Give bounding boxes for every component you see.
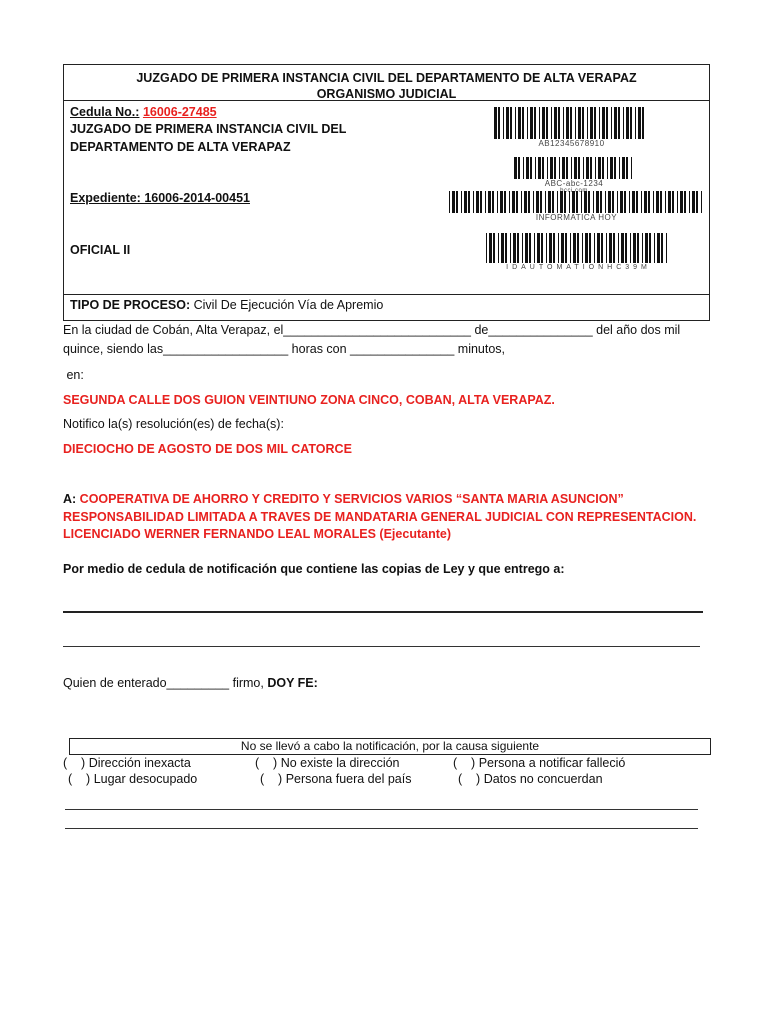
observation-line: [65, 809, 698, 810]
barcode-bar: [610, 157, 613, 179]
barcode-bar: [633, 233, 636, 263]
barcode-bar: [601, 233, 603, 263]
court-title-line1: JUZGADO DE PRIMERA INSTANCIA CIVIL DEL DEPARTAMENTO DE ALTA VERAPAZ: [136, 71, 637, 85]
barcode-bar: [581, 191, 582, 213]
expediente-number: Expediente: 16006-2014-00451: [70, 191, 250, 205]
cedula-label: Cedula No.:: [70, 105, 140, 119]
destinatario-line3: LICENCIADO WERNER FERNANDO LEAL MORALES (Ejecutante): [63, 527, 451, 541]
barcode-bar: [506, 107, 509, 139]
barcode-bar: [641, 191, 642, 213]
ciudad-line: En la ciudad de Cobán, Alta Verapaz, el___________________________ de_______________ del año dos mil: [63, 323, 681, 337]
barcode-bar: [626, 157, 628, 179]
barcode-bar: [595, 157, 596, 179]
barcode-bar: [598, 157, 601, 179]
barcode-bar: [624, 191, 626, 213]
barcode-bar: [630, 107, 632, 139]
destinatario: [63, 492, 624, 507]
barcode-bar: [537, 233, 540, 263]
barcode-bar: [546, 233, 547, 263]
barcode-2: [514, 157, 634, 194]
barcode-bar: [571, 157, 572, 179]
barcode-bar: [498, 107, 500, 139]
barcode-bar: [594, 107, 596, 139]
barcode-bar: [510, 107, 512, 139]
court-name: [70, 122, 346, 155]
barcode-bar: [600, 191, 602, 213]
barcode-3: [449, 191, 704, 222]
header-divider: [64, 294, 709, 295]
cedula-value: 16006-27485: [142, 105, 217, 119]
barcode-bar: [644, 191, 647, 213]
barcode-bar: [689, 191, 690, 213]
barcode-bar: [657, 233, 660, 263]
tipo-proceso-label: TIPO DE PROCESO:: [70, 298, 191, 312]
barcode-bar: [620, 191, 623, 213]
barcode-bar: [672, 191, 674, 213]
barcode-bar: [668, 191, 671, 213]
barcode-bar: [561, 233, 564, 263]
barcode-bar: [680, 191, 683, 213]
barcode-bar: [569, 191, 570, 213]
barcode-bar: [513, 233, 516, 263]
barcode-caption: IDAUTOMATIONHC39M: [506, 264, 651, 271]
barcode-bar: [530, 157, 532, 179]
barcode-bar: [560, 191, 563, 213]
notice-box: No se llevó a cabo la notificación, por la causa siguiente: [69, 738, 711, 755]
barcode-bar: [642, 107, 644, 139]
court-title: [64, 70, 709, 102]
barcode-bar: [632, 191, 635, 213]
barcode-bar: [607, 157, 608, 179]
barcode-bar: [522, 107, 524, 139]
option-no-existe-direccion: ( ) No existe la dirección: [255, 756, 400, 770]
barcode-bar: [449, 191, 450, 213]
barcode-bar: [576, 191, 578, 213]
barcode-bar: [566, 107, 569, 139]
barcode-bar: [605, 191, 606, 213]
barcode-bars: [449, 191, 704, 213]
barcode-bar: [613, 233, 615, 263]
barcode-bar: [528, 191, 530, 213]
barcode-bar: [582, 233, 583, 263]
barcode-bar: [542, 157, 544, 179]
barcode-bar: [606, 107, 608, 139]
quien-enterado-text: Quien de enterado_________ firmo,: [63, 676, 268, 690]
address-text: SEGUNDA CALLE DOS GUION VEINTIUNO ZONA CINCO, COBAN, ALTA VERAPAZ.: [63, 393, 555, 407]
barcode-bar: [480, 191, 482, 213]
barcode-bar: [562, 157, 565, 179]
tipo-proceso: [70, 298, 383, 313]
barcode-bar: [456, 191, 458, 213]
barcode-bar: [504, 191, 506, 213]
barcode-bar: [696, 191, 698, 213]
barcode-bar: [501, 233, 504, 263]
barcode-bar: [510, 233, 511, 263]
barcode-bar: [514, 157, 517, 179]
barcode-bar: [488, 191, 491, 213]
barcode-bar: [553, 233, 555, 263]
barcode-bar: [630, 233, 631, 263]
barcode-bar: [614, 107, 617, 139]
barcode-bar: [684, 191, 686, 213]
barcode-bar: [574, 157, 577, 179]
barcode-bar: [609, 233, 612, 263]
barcode-bar: [498, 233, 499, 263]
barcode-bar: [557, 191, 558, 213]
barcode-bar: [497, 191, 498, 213]
barcode-bar: [538, 157, 541, 179]
barcode-bar: [608, 191, 611, 213]
barcode-bar: [540, 191, 542, 213]
barcode-bar: [545, 191, 546, 213]
barcode-bar: [648, 191, 650, 213]
barcode-bar: [635, 107, 636, 139]
barcode-bar: [554, 107, 557, 139]
barcode-bar: [550, 157, 553, 179]
barcode-bar: [589, 233, 591, 263]
barcode-bar: [637, 233, 639, 263]
court-title-line2: ORGANISMO JUDICIAL: [316, 87, 457, 101]
barcode-bar: [617, 191, 618, 213]
option-direccion-inexacta: ( ) Dirección inexacta: [63, 756, 191, 770]
barcode-bar: [516, 191, 518, 213]
barcode-bar: [638, 107, 641, 139]
barcode-bar: [500, 191, 503, 213]
barcode-bar: [493, 233, 495, 263]
option-datos-no-concuerdan: ( ) Datos no concuerdan: [458, 772, 603, 786]
barcode-bar: [566, 157, 568, 179]
barcode-bar: [559, 157, 560, 179]
barcode-bar: [599, 107, 600, 139]
barcode-bar: [570, 233, 571, 263]
barcode-bar: [594, 233, 595, 263]
barcode-bar: [645, 233, 648, 263]
a-label: A:: [63, 492, 77, 506]
barcode-bar: [570, 107, 572, 139]
barcode-bar: [464, 191, 467, 213]
barcode-bar: [548, 191, 551, 213]
por-medio-text: Por medio de cedula de notificación que contiene las copias de Ley y que entrego a:: [63, 562, 565, 576]
barcode-bar: [593, 191, 594, 213]
barcode-bars: [494, 107, 649, 139]
barcode-bar: [636, 191, 638, 213]
quien-enterado-line: [63, 676, 318, 691]
barcode-bar: [468, 191, 470, 213]
barcode-bar: [461, 191, 462, 213]
barcode-bar: [656, 191, 659, 213]
barcode-bar: [539, 107, 540, 139]
barcode-bar: [590, 157, 592, 179]
barcode-caption: AB12345678910: [538, 139, 605, 148]
signature-line: [63, 646, 700, 647]
barcode-bar: [602, 157, 604, 179]
barcode-bar: [585, 233, 588, 263]
barcode-bar: [577, 233, 579, 263]
barcode-bar: [530, 107, 533, 139]
barcode-bar: [677, 191, 678, 213]
barcode-bar: [586, 157, 589, 179]
barcode-bar: [584, 191, 587, 213]
observation-line: [65, 828, 698, 829]
barcode-bar: [611, 107, 612, 139]
barcode-bar: [473, 191, 474, 213]
barcode-bar: [533, 191, 534, 213]
oficial-label: OFICIAL II: [70, 243, 131, 257]
barcode-bar: [525, 233, 528, 263]
barcode-bar: [614, 157, 616, 179]
barcode-bar: [476, 191, 479, 213]
barcode-bar: [522, 233, 523, 263]
barcode-bar: [485, 191, 486, 213]
barcode-caption: ABC-abc-1234: [544, 179, 604, 188]
option-lugar-desocupado: ( ) Lugar desocupado: [68, 772, 198, 786]
barcode-bar: [606, 233, 607, 263]
barcode-bar: [552, 191, 554, 213]
destinatario-line1: COOPERATIVA DE AHORRO Y CREDITO Y SERVICIOS VARIOS “SANTA MARIA ASUNCION”: [76, 492, 624, 506]
barcode-bar: [521, 191, 522, 213]
barcode-bar: [529, 233, 531, 263]
barcode-bar: [666, 233, 667, 263]
barcode-bar: [582, 107, 584, 139]
option-persona-fallecio: ( ) Persona a notificar falleció: [453, 756, 626, 770]
barcode-bar: [654, 233, 655, 263]
barcode-bar: [505, 233, 507, 263]
barcode-bar: [542, 107, 545, 139]
barcode-bar: [526, 157, 529, 179]
cedula-number: [70, 105, 217, 120]
barcode-bar: [661, 233, 663, 263]
barcode-bar: [597, 233, 600, 263]
notifico-text: Notifico la(s) resolución(es) de fecha(s):: [63, 417, 284, 431]
barcode-bar: [660, 191, 662, 213]
barcode-bar: [558, 107, 560, 139]
barcode-bar: [665, 191, 666, 213]
barcode-bar: [558, 233, 559, 263]
barcode-bar: [509, 191, 510, 213]
barcode-bar: [649, 233, 651, 263]
barcode-bar: [588, 191, 590, 213]
fecha-text: DIECIOCHO DE AGOSTO DE DOS MIL CATORCE: [63, 442, 352, 456]
barcode-bars: [486, 233, 671, 263]
option-persona-fuera-pais: ( ) Persona fuera del país: [260, 772, 412, 786]
barcode-bar: [573, 233, 576, 263]
court-name-line2: DEPARTAMENTO DE ALTA VERAPAZ: [70, 140, 291, 154]
destinatario-line2: RESPONSABILIDAD LIMITADA A TRAVES DE MANDATARIA GENERAL JUDICIAL CON REPRESENTACION.: [63, 510, 697, 524]
barcode-bar: [602, 107, 605, 139]
barcode-bar: [618, 233, 619, 263]
barcode-bar: [642, 233, 643, 263]
header-box: [63, 64, 710, 321]
barcode-bar: [524, 191, 527, 213]
barcode-bar: [625, 233, 627, 263]
barcode-bar: [523, 157, 524, 179]
barcode-bar: [489, 233, 492, 263]
barcode-bar: [575, 107, 576, 139]
barcode-bar: [515, 107, 516, 139]
barcode-bar: [583, 157, 584, 179]
barcode-bar: [564, 191, 566, 213]
barcode-bar: [629, 191, 630, 213]
barcode-bar: [551, 107, 552, 139]
barcode-bar: [701, 191, 702, 213]
barcode-bar: [452, 191, 455, 213]
en-label: en:: [63, 368, 84, 382]
barcode-bar: [492, 191, 494, 213]
barcode-bar: [623, 107, 624, 139]
barcode-bar: [503, 107, 504, 139]
barcode-bar: [486, 233, 487, 263]
barcode-4: [486, 233, 671, 272]
barcode-caption: INFORMATICA HOY: [535, 213, 618, 222]
barcode-bar: [534, 233, 535, 263]
quince-line: quince, siendo las__________________ horas con _______________ minutos,: [63, 342, 506, 356]
signature-line: [63, 611, 703, 613]
barcode-1: [494, 107, 649, 148]
header-divider: [64, 100, 709, 101]
court-name-line1: JUZGADO DE PRIMERA INSTANCIA CIVIL DEL: [70, 122, 347, 136]
barcode-bar: [619, 157, 620, 179]
barcode-bar: [618, 107, 620, 139]
barcode-bar: [541, 233, 543, 263]
barcode-bar: [517, 233, 519, 263]
tipo-proceso-value: Civil De Ejecución Vía de Apremio: [190, 298, 384, 312]
barcode-bar: [622, 157, 625, 179]
barcode-bar: [565, 233, 567, 263]
barcode-bar: [535, 157, 536, 179]
barcode-bar: [578, 157, 580, 179]
barcode-bar: [578, 107, 581, 139]
barcode-bar: [494, 107, 497, 139]
barcode-bar: [534, 107, 536, 139]
barcode-bar: [547, 157, 548, 179]
barcode-bar: [527, 107, 528, 139]
barcode-bar: [626, 107, 629, 139]
doy-fe-label: DOY FE:: [267, 676, 318, 690]
barcode-bar: [563, 107, 564, 139]
barcode-bar: [512, 191, 515, 213]
barcode-bar: [631, 157, 632, 179]
barcode-bar: [596, 191, 599, 213]
barcode-bar: [549, 233, 552, 263]
barcode-bar: [612, 191, 614, 213]
barcode-bar: [554, 157, 556, 179]
barcode-bars: [514, 157, 634, 179]
barcode-bar: [518, 107, 521, 139]
barcode-bar: [587, 107, 588, 139]
barcode-bar: [590, 107, 593, 139]
barcode-bar: [572, 191, 575, 213]
barcode-bar: [621, 233, 624, 263]
barcode-bar: [518, 157, 520, 179]
barcode-bar: [692, 191, 695, 213]
barcode-bar: [546, 107, 548, 139]
barcode-bar: [653, 191, 654, 213]
barcode-bar: [536, 191, 539, 213]
